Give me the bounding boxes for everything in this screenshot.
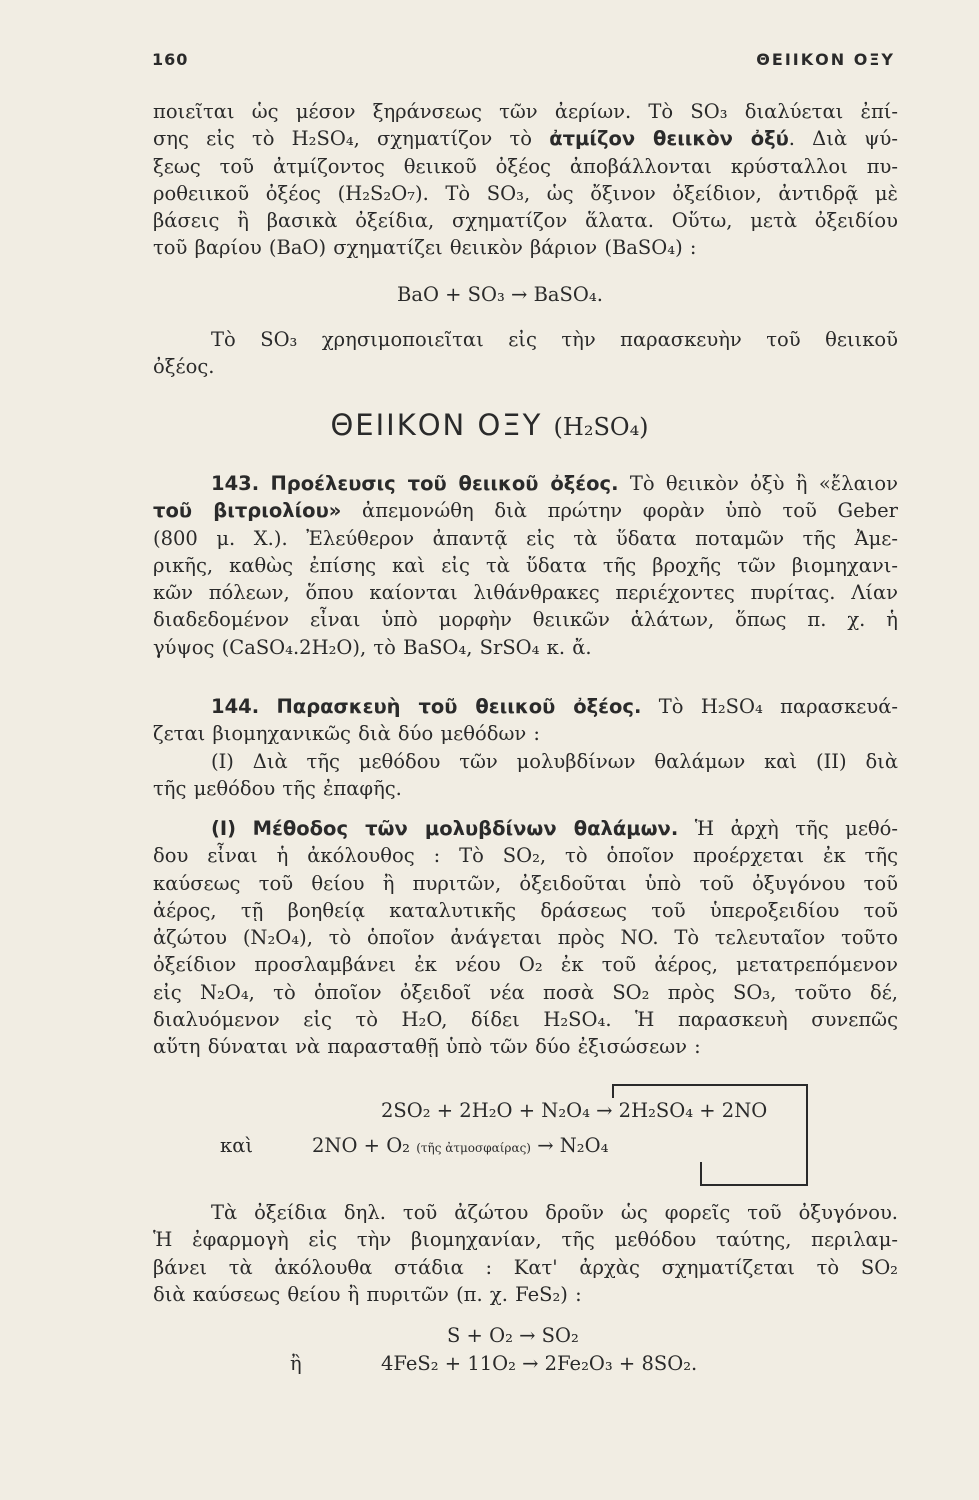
word-or: ἢ: [290, 1352, 302, 1375]
cycle-down-arrow-shaft: [612, 1084, 614, 1098]
text-line: βάσεις ἢ βασικὰ ὀξείδια, σχηματίζον ἅλατα. Οὕτω, μετὰ ὀξειδίου: [153, 209, 898, 233]
text-line: εἰς N₂O₄, τὸ ὁποῖον ὀξειδοῖ νέα ποσὰ SO₂ πρὸς SO₃, τοῦτο δέ,: [153, 980, 898, 1004]
text-line: διαδεδομένον εἶναι ὑπὸ μορφὴν θειικῶν ἁλάτων, ὅπως π. χ. ἡ: [153, 608, 898, 632]
paragraph-143: [153, 470, 898, 661]
paragraph-heading: Προέλευσις τοῦ θειικοῦ ὀξέος.: [270, 472, 619, 495]
text-line: ὀξέος.: [153, 355, 215, 379]
text-line: 144. Παρασκευὴ τοῦ θειικοῦ ὀξέος. Τὸ H₂SO₄ παρασκευά-: [211, 695, 898, 718]
equation-line-2: 2NO + O₂ (τῆς ἀτμοσφαίρας) → N₂O₄: [312, 1134, 609, 1157]
text-line: δου εἶναι ἡ ἀκόλουθος : Τὸ SO₂, τὸ ὁποῖον προέρχεται ἐκ τῆς: [153, 844, 898, 868]
equation-sulfur-burning: S + O₂ → SO₂: [447, 1324, 579, 1347]
equation-pyrite-burning: 4FeS₂ + 11O₂ → 2Fe₂O₃ + 8SO₂.: [381, 1352, 698, 1375]
text-line: τῆς μεθόδου τῆς ἐπαφῆς.: [153, 776, 402, 800]
text-line: (800 μ. Χ.). Ἐλεύθερον ἀπαντᾷ εἰς τὰ ὕδατα ποταμῶν τῆς Ἀμε-: [153, 526, 898, 550]
text-line: Τὰ ὀξείδια δηλ. τοῦ ἀζώτου δροῦν ὡς φορεῖς τοῦ ὀξυγόνου.: [211, 1201, 898, 1224]
text-line: ἀζώτου (N₂O₄), τὸ ὁποῖον ἀνάγεται πρὸς NO. Τὸ τελευταῖον τοῦτο: [153, 926, 898, 950]
equation-bao: BaO + SO₃ → BaSO₄.: [397, 283, 603, 306]
cycle-up-line: [700, 1162, 702, 1186]
text-line: ξεως τοῦ ἀτμίζοντος θειικοῦ ὀξέος ἀποβάλλονται κρύσταλλοι πυ-: [153, 154, 898, 178]
text-line: Τὸ SO₃ χρησιμοποιεῖται εἰς τὴν παρασκευὴν τοῦ θειικοῦ: [211, 328, 898, 351]
paragraph-number: 144.: [211, 695, 260, 718]
word-and: καὶ: [220, 1134, 254, 1157]
term-fuming-sulfuric-acid: ἀτμίζον θειικὸν ὀξύ: [549, 127, 789, 151]
cycle-bottom-line: [700, 1184, 808, 1186]
text-line: τοῦ βιτριολίου» ἀπεμονώθη διὰ πρώτην φορὰν ὑπὸ τοῦ Geber: [153, 499, 898, 523]
paragraph-stages: [153, 1199, 898, 1308]
text-line: κῶν πόλεων, ὅπου καίονται λιθάνθρακες περιέχοντες πυρίτας. Λίαν: [153, 581, 898, 605]
text-line: ἀέρος, τῇ βοηθείᾳ καταλυτικῆς δράσεως τοῦ ὑπεροξειδίου τοῦ: [153, 898, 898, 922]
paragraph-so3-use: [153, 326, 898, 381]
page-number: 160: [152, 50, 189, 69]
text-line: (I) Διὰ τῆς μεθόδου τῶν μολυβδίνων θαλάμων καὶ (II) διὰ: [211, 749, 898, 773]
text-line: σης εἰς τὸ H₂SO₄, σχηματίζον τὸ ἀτμίζον θειικὸν ὀξύ. Διὰ ψύ-: [153, 127, 898, 151]
text-line: 143. Προέλευσις τοῦ θειικοῦ ὀξέος. Τὸ θειικὸν ὀξὺ ἢ «ἔλαιον: [211, 472, 898, 495]
paragraph-heading: Μέθοδος τῶν μολυβδίνων θαλάμων.: [252, 817, 679, 840]
equation-line-1: 2SO₂ + 2H₂O + N₂O₄ → 2H₂SO₄ + 2NO: [381, 1099, 768, 1122]
text-line: ὀξείδιον προσλαμβάνει ἐκ νέου O₂ ἐκ τοῦ ἀέρος, μετατρεπόμενον: [153, 953, 898, 977]
text-line: καύσεως τοῦ θείου ἢ πυριτῶν, ὀξειδοῦται ὑπὸ τοῦ ὀξυγόνου τοῦ: [153, 871, 898, 895]
section-heading: ΘΕΙΙΚΟΝ ΟΞΥ (H₂SO₄): [330, 408, 649, 442]
text-line: Ἡ ἐφαρμογὴ εἰς τὴν βιομηχανίαν, τῆς μεθόδου ταύτης, περιλαμ-: [153, 1228, 898, 1252]
paragraph-lead-chamber: [153, 815, 898, 1061]
paragraph-number: 143.: [211, 472, 260, 495]
text-line: διαλυόμενον εἰς τὸ H₂O, δίδει H₂SO₄. Ἡ παρασκευὴ συνεπῶς: [153, 1008, 898, 1032]
text-line: ροθειικοῦ ὀξέος (H₂S₂O₇). Τὸ SO₃, ὡς ὄξινον ὀξείδιον, ἀντιδρᾷ μὲ: [153, 181, 898, 205]
text-line: (I) Μέθοδος τῶν μολυβδίνων θαλάμων. Ἡ ἀρχὴ τῆς μεθό-: [211, 817, 898, 840]
atmosphere-note: (τῆς ἀτμοσφαίρας): [416, 1141, 531, 1155]
text-line: διὰ καύσεως θείου ἢ πυριτῶν (π. χ. FeS₂) :: [153, 1282, 582, 1306]
paragraph-so3-properties: [153, 98, 898, 262]
text-line: τοῦ βαρίου (BaO) σχηματίζει θειικὸν βάριον (BaSO₄) :: [153, 236, 697, 260]
paragraph-heading: Παρασκευὴ τοῦ θειικοῦ ὀξέος.: [276, 695, 642, 718]
paragraph-144: [153, 693, 898, 802]
text-line: αὕτη δύναται νὰ παρασταθῇ ὑπὸ τῶν δύο ἐξισώσεων :: [153, 1035, 701, 1059]
section-formula: (H₂SO₄): [553, 413, 649, 441]
text-line: ποιεῖται ὡς μέσον ξηράνσεως τῶν ἀερίων. Τὸ SO₃ διαλύεται ἐπί-: [153, 100, 898, 123]
text-line: ρικῆς, καθὼς ἐπίσης καὶ εἰς τὰ ὕδατα τῆς βροχῆς τῶν βιομηχανι-: [153, 553, 898, 577]
text-line: γύψος (CaSO₄.2H₂O), τὸ BaSO₄, SrSO₄ κ. ἄ.: [153, 635, 592, 659]
text-line: βάνει τὰ ἀκόλουθα στάδια : Κατ' ἀρχὰς σχηματίζεται τὸ SO₂: [153, 1255, 898, 1279]
running-title: ΘΕΙΙΚΟΝ ΟΞΥ: [756, 50, 895, 69]
text-line: ζεται βιομηχανικῶς διὰ δύο μεθόδων :: [153, 722, 540, 746]
